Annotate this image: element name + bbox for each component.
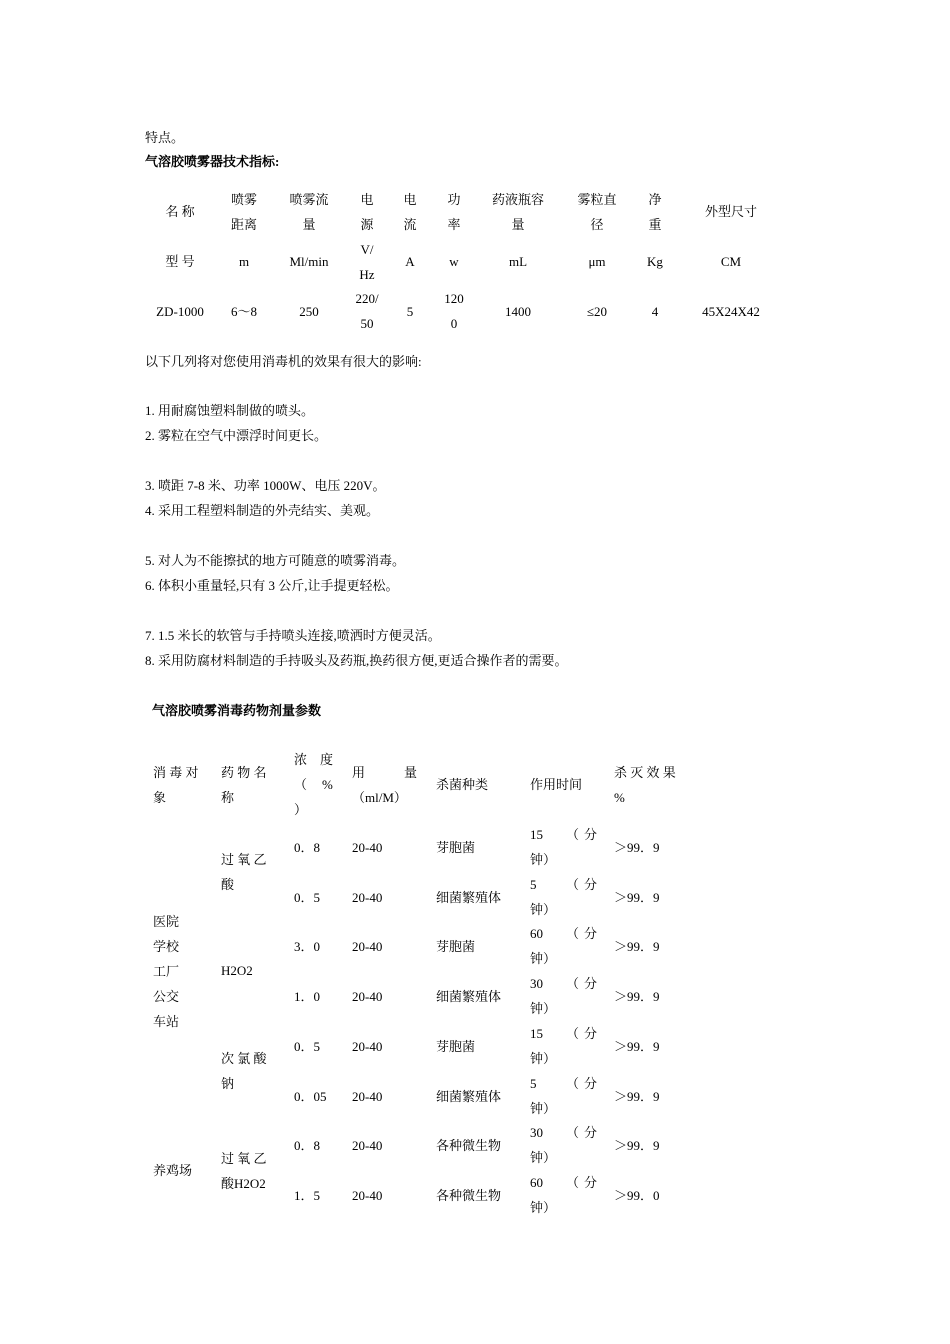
- spec-value-cell: 120 0: [444, 291, 464, 331]
- dose-time-value: 30: [530, 976, 543, 992]
- spec-header-cell: 外型尺寸: [704, 204, 757, 219]
- dose-time-unit-text: 分: [584, 827, 598, 842]
- dose-time-unit-close: 钟）: [530, 951, 557, 967]
- dose-time-unit-open: （: [566, 1174, 580, 1190]
- dose-effect: ＞99．9: [614, 840, 660, 855]
- spec-unit-cell: w: [449, 254, 459, 269]
- dose-time-value: 5: [530, 876, 537, 892]
- dose-amount: 20-40: [352, 1138, 383, 1154]
- intro-tail: 特点。: [145, 130, 185, 145]
- dose-time-value: 60: [530, 926, 543, 942]
- dose-effect: ＞99．9: [614, 939, 660, 955]
- dose-time-unit-open: （: [566, 926, 580, 942]
- spec-unit-cell: 型 号: [165, 254, 195, 269]
- spec-value-cell: 5: [406, 304, 414, 319]
- dose-time-unit-open: （: [566, 976, 580, 992]
- dose-time-unit-open: （: [566, 876, 580, 892]
- spec-unit-cell: mL: [508, 254, 528, 269]
- dose-time-unit-text: 分: [584, 1075, 598, 1091]
- dose-time-unit-close: 钟）: [530, 901, 557, 917]
- dose-effect: ＞99．9: [614, 989, 660, 1005]
- dose-time-unit-open: （: [566, 827, 580, 842]
- spec-value-cell: 6～8: [230, 304, 257, 319]
- spec-value-cell: 250: [299, 304, 319, 319]
- dose-germ-type: 细菌繁殖体: [436, 889, 502, 905]
- dose-effect: ＞99．9: [614, 1038, 660, 1054]
- dose-effect: ＞99．0: [614, 1187, 660, 1203]
- dose-time-unit-text: 分: [584, 926, 598, 942]
- dose-drug-name: 过 氧 乙 酸H2O2: [221, 1151, 267, 1191]
- dose-concentration: 1．5: [294, 1187, 321, 1203]
- dose-time-value: 5: [530, 1075, 537, 1091]
- spec-header-cell: 净 重: [648, 192, 662, 232]
- dose-amount: 20-40: [352, 1187, 383, 1203]
- spec-value-cell: 4: [651, 304, 659, 319]
- dose-time-unit-close: 钟）: [530, 852, 557, 867]
- dose-germ-type: 各种微生物: [436, 1187, 502, 1203]
- feature-item: 7. 1.5 米长的软管与手持喷头连接,喷洒时方便灵活。: [145, 628, 441, 643]
- dose-drug-name: H2O2: [221, 963, 253, 978]
- spec-unit-cell: m: [238, 254, 250, 269]
- dose-header-germ: 杀菌种类: [436, 777, 489, 792]
- spec-unit-cell: A: [405, 254, 415, 269]
- dose-title: 气溶胶喷雾消毒药物剂量参数: [152, 703, 322, 718]
- feature-item: 3. 喷距 7-8 米、功率 1000W、电压 220V。: [145, 478, 386, 493]
- dose-group-target: 养鸡场: [153, 1163, 193, 1178]
- dose-header-drug: 药 物 名 称: [221, 765, 267, 805]
- dose-time-unit-open: （: [566, 1125, 580, 1141]
- spec-unit-cell: CM: [720, 254, 742, 269]
- dose-time-unit-close: 钟）: [530, 1100, 557, 1116]
- dose-concentration: 0．5: [294, 889, 321, 905]
- dose-germ-type: 芽胞菌: [436, 939, 476, 955]
- dose-amount: 20-40: [352, 1038, 383, 1054]
- dose-amount: 20-40: [352, 1088, 383, 1104]
- dose-time-unit-close: 钟）: [530, 1001, 557, 1017]
- spec-value-cell: ≤20: [586, 304, 608, 319]
- dose-amount: 20-40: [352, 889, 383, 905]
- dose-time-value: 30: [530, 1125, 543, 1141]
- spec-header-cell: 功 率: [447, 192, 461, 232]
- dose-concentration: 0．8: [294, 1138, 321, 1154]
- dose-effect: ＞99．9: [614, 889, 660, 905]
- spec-header-cell: 电 流: [403, 192, 417, 232]
- spec-value-cell: 1400: [505, 304, 531, 319]
- dose-time-unit-open: （: [566, 1075, 580, 1091]
- feature-item: 8. 采用防腐材料制造的手持吸头及药瓶,换药很方便,更适合操作者的需要。: [145, 653, 568, 668]
- feature-item: 5. 对人为不能擦拭的地方可随意的喷雾消毒。: [145, 553, 406, 568]
- dose-time-unit-text: 分: [584, 1025, 598, 1041]
- dose-germ-type: 细菌繁殖体: [436, 989, 502, 1005]
- dose-time-value: 60: [530, 1174, 543, 1190]
- spec-value-cell: 45X24X42: [702, 304, 760, 319]
- spec-header-cell: 喷雾 距离: [230, 192, 257, 232]
- spec-unit-cell: Ml/min: [289, 254, 329, 269]
- spec-value-cell: ZD-1000: [156, 304, 204, 319]
- spec-header-cell: 喷雾流 量: [289, 192, 329, 232]
- dose-amount: 20-40: [352, 939, 383, 955]
- feature-item: 4. 采用工程塑料制造的外壳结实、美观。: [145, 503, 380, 518]
- spec-header-cell: 药液瓶容 量: [491, 192, 544, 232]
- dose-time-unit-text: 分: [584, 1125, 598, 1141]
- dose-time-unit-close: 钟）: [530, 1050, 557, 1066]
- feature-item: 6. 体积小重量轻,只有 3 公斤,让手提更轻松。: [145, 578, 399, 593]
- dose-drug-name: 过 氧 乙 酸: [221, 852, 267, 892]
- dose-effect: ＞99．9: [614, 1088, 660, 1104]
- spec-unit-cell: μm: [588, 254, 606, 269]
- spec-unit-cell: V/ Hz: [359, 242, 375, 282]
- dose-time-unit-open: （: [566, 1025, 580, 1041]
- feature-item: 2. 雾粒在空气中漂浮时间更长。: [145, 428, 328, 443]
- spec-value-cell: 220/ 50: [355, 291, 379, 331]
- dose-amount: 20-40: [352, 989, 383, 1005]
- spec-header-cell: 雾粒直 径: [577, 192, 617, 232]
- dose-concentration: 1．0: [294, 989, 321, 1005]
- dose-time-unit-close: 钟）: [530, 1150, 557, 1166]
- dose-drug-name: 次 氯 酸 钠: [221, 1051, 267, 1091]
- spec-header-cell: 名 称: [165, 204, 195, 219]
- effects-intro: 以下几列将对您使用消毒机的效果有很大的影响:: [145, 354, 422, 369]
- dose-header-target: 消 毒 对 象: [153, 765, 199, 805]
- dose-concentration: 0．8: [294, 840, 321, 855]
- dose-time-value: 15: [530, 1025, 543, 1041]
- dose-amount: 20-40: [352, 840, 383, 855]
- dose-time-value: 15: [530, 827, 543, 842]
- dose-header-effect: 杀 灭 效 果 %: [614, 765, 676, 805]
- dose-germ-type: 细菌繁殖体: [436, 1088, 502, 1104]
- feature-item: 1. 用耐腐蚀塑料制做的喷头。: [145, 403, 315, 418]
- dose-concentration: 0．05: [294, 1088, 327, 1104]
- dose-time-unit-close: 钟）: [530, 1199, 557, 1215]
- dose-germ-type: 芽胞菌: [436, 1038, 476, 1054]
- spec-unit-cell: Kg: [647, 254, 663, 269]
- dose-time-unit-text: 分: [584, 976, 598, 992]
- dose-concentration: 0．5: [294, 1038, 321, 1054]
- dose-header-time: 作用时间: [530, 777, 583, 792]
- spec-header-cell: 电 源: [360, 192, 374, 232]
- dose-time-unit-text: 分: [584, 1174, 598, 1190]
- spec-title: 气溶胶喷雾器技术指标:: [145, 154, 280, 169]
- dose-germ-type: 芽胞菌: [436, 840, 476, 855]
- dose-group-target: 医院 学校 工厂 公交 车站: [153, 914, 180, 1029]
- dose-effect: ＞99．9: [614, 1138, 660, 1154]
- dose-germ-type: 各种微生物: [436, 1138, 502, 1154]
- dose-time-unit-text: 分: [584, 876, 598, 892]
- dose-concentration: 3．0: [294, 939, 321, 955]
